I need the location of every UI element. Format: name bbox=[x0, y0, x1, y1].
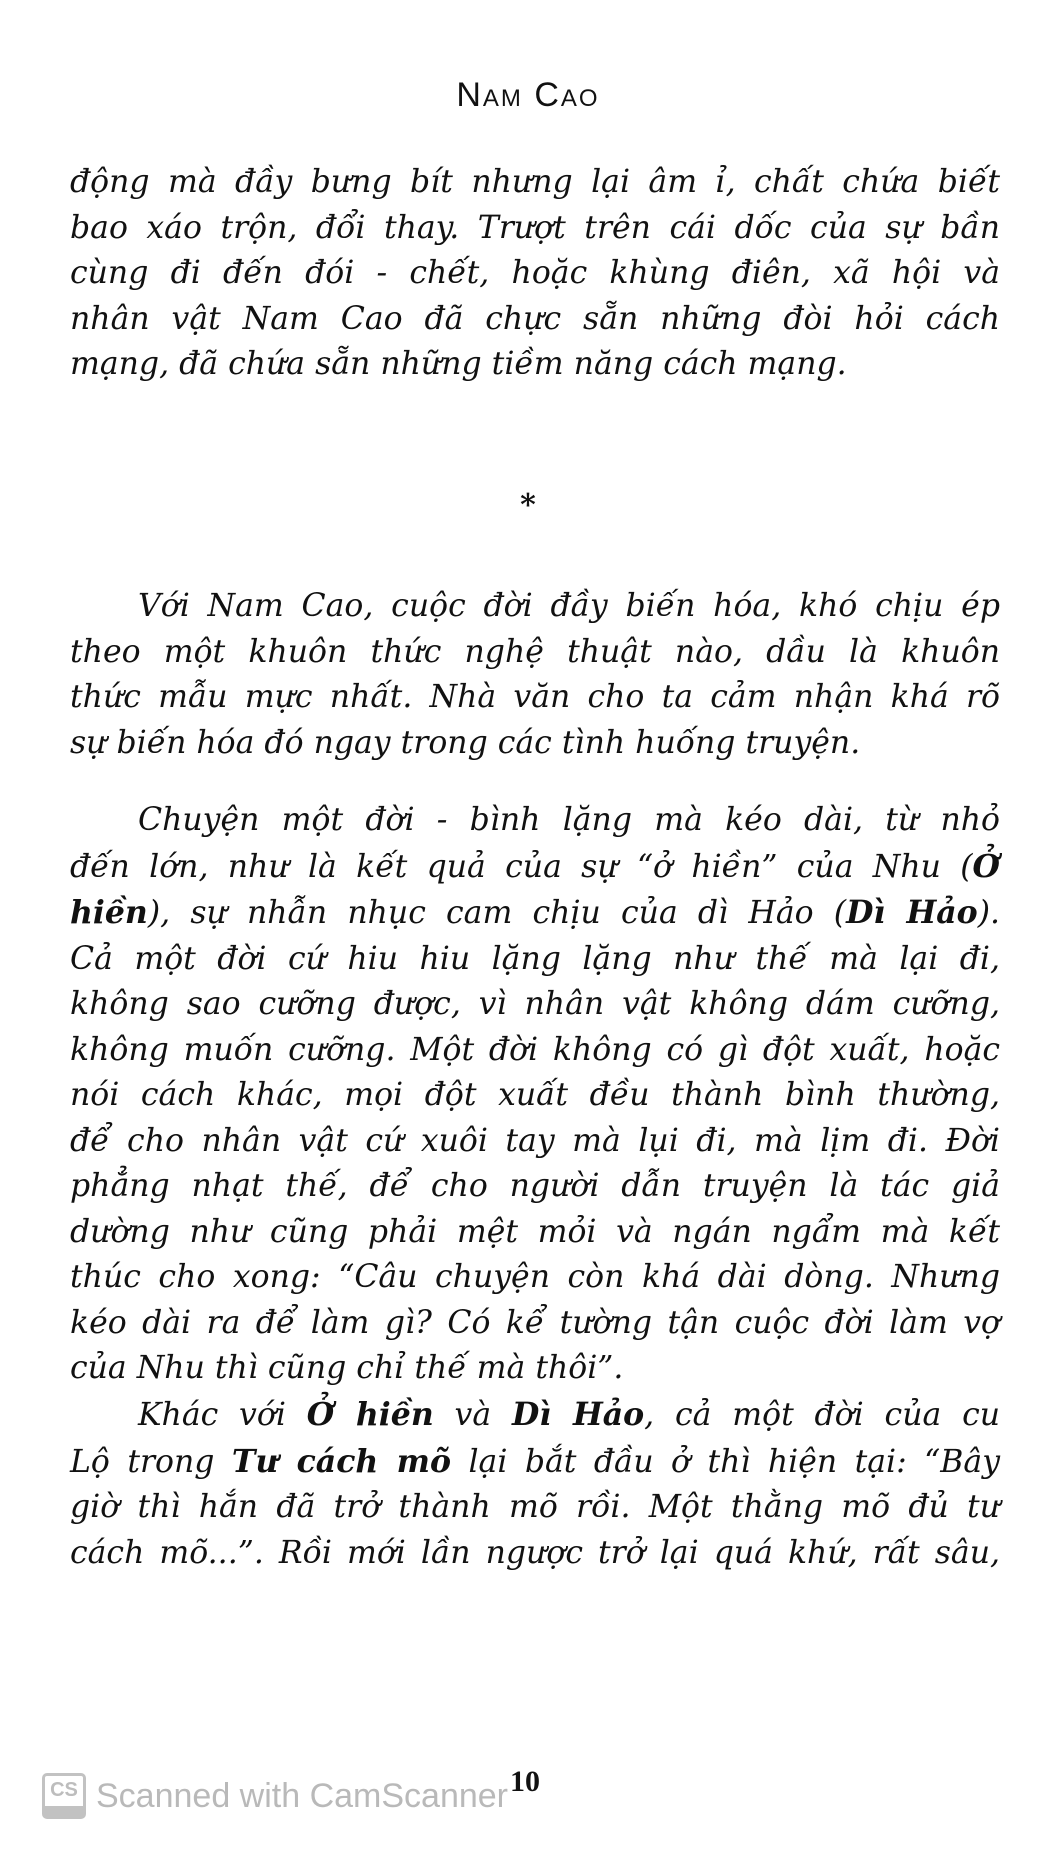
text-line: cách mõ...”. Rồi mới lần ngược trở lại quá khứ, rất sâu, bbox=[70, 1534, 1000, 1571]
page-number: 10 bbox=[510, 1765, 540, 1798]
text-line: bao xáo trộn, đổi thay. Trượt trên cái dốc của sự bần bbox=[70, 209, 1000, 246]
text-line: phẳng nhạt thế, để cho người dẫn truyện là tác giả bbox=[70, 1168, 1000, 1204]
paragraph-3 bbox=[70, 798, 1000, 1392]
text-line: giờ thì hắn đã trở thành mõ rồi. Một thằng mõ đủ tư bbox=[70, 1489, 1000, 1525]
work-title: Dì Hảo bbox=[511, 1396, 645, 1433]
running-header: Nam Cao bbox=[456, 76, 600, 114]
work-title: hiền bbox=[70, 894, 148, 931]
paragraph-1 bbox=[70, 160, 1000, 388]
text-line: để cho nhân vật cứ xuôi tay mà lụi đi, mà lịm đi. Đời bbox=[70, 1122, 1000, 1159]
text-line: theo một khuôn thức nghệ thuật nào, dầu là khuôn bbox=[70, 633, 1000, 670]
text-line: sự biến hóa đó ngay trong các tình huống truyện. bbox=[70, 724, 861, 761]
text-line bbox=[70, 1439, 1000, 1486]
section-separator: * bbox=[520, 488, 536, 523]
text-span: , cả một đời của cu bbox=[644, 1397, 1000, 1433]
text-line: của Nhu thì cũng chỉ thế mà thôi”. bbox=[70, 1350, 624, 1386]
text-span: Lộ trong bbox=[70, 1443, 232, 1480]
text-line: Chuyện một đời - bình lặng mà kéo dài, từ nhỏ bbox=[138, 802, 1000, 838]
paragraph-2 bbox=[70, 584, 1000, 766]
text-line bbox=[70, 1392, 1000, 1439]
text-line: mạng, đã chứa sẵn những tiềm năng cách mạng. bbox=[70, 346, 847, 382]
paragraph-4 bbox=[70, 1392, 1000, 1576]
text-line bbox=[70, 844, 1000, 891]
text-span: Khác với bbox=[138, 1397, 307, 1433]
text-span: ), sự nhẫn nhục cam chịu của dì Hảo ( bbox=[147, 895, 847, 931]
text-span: đến lớn, như là kết quả của sự “ở hiền” của Nhu ( bbox=[70, 848, 973, 885]
work-title: Tư cách mõ bbox=[231, 1442, 452, 1480]
camscanner-watermark bbox=[42, 1770, 508, 1822]
text-line: kéo dài ra để làm gì? Có kể tường tận cuộc đời làm vợ bbox=[70, 1304, 1000, 1341]
text-line: động mà đầy bưng bít nhưng lại âm ỉ, chất chứa biết bbox=[70, 164, 1000, 200]
work-title: Dì Hảo bbox=[846, 894, 978, 931]
text-line: Cả một đời cứ hiu hiu lặng lặng như thế mà lại đi, bbox=[70, 940, 1000, 977]
text-line: Với Nam Cao, cuộc đời đầy biến hóa, khó chịu ép bbox=[138, 588, 1000, 624]
work-title: Ở bbox=[972, 847, 1000, 885]
text-line: nhân vật Nam Cao đã chực sẵn những đòi hỏi cách bbox=[70, 300, 1000, 337]
text-line: không muốn cưỡng. Một đời không có gì đột xuất, hoặc bbox=[70, 1031, 1000, 1068]
text-span: ). bbox=[977, 895, 1000, 931]
text-line: dường như cũng phải mệt mỏi và ngán ngẩm mà kết bbox=[70, 1213, 1000, 1250]
work-title: Ở hiền bbox=[306, 1396, 434, 1433]
text-line: cùng đi đến đói - chết, hoặc khùng điên, xã hội và bbox=[70, 255, 1000, 291]
text-line: thức mẫu mực nhất. Nhà văn cho ta cảm nhận khá rõ bbox=[70, 679, 1000, 715]
text-line: không sao cưỡng được, vì nhân vật không dám cưỡng, bbox=[70, 986, 1000, 1022]
text-span: và bbox=[433, 1397, 512, 1433]
text-line: thúc cho xong: “Câu chuyện còn khá dài dòng. Nhưng bbox=[70, 1259, 1000, 1295]
watermark-text: Scanned with CamScanner bbox=[96, 1776, 509, 1815]
text-line bbox=[70, 890, 1000, 937]
text-line: nói cách khác, mọi đột xuất đều thành bình thường, bbox=[70, 1077, 1000, 1113]
camscanner-logo-icon: CS bbox=[42, 1773, 86, 1819]
text-span: lại bắt đầu ở thì hiện tại: “Bây bbox=[451, 1443, 1001, 1480]
